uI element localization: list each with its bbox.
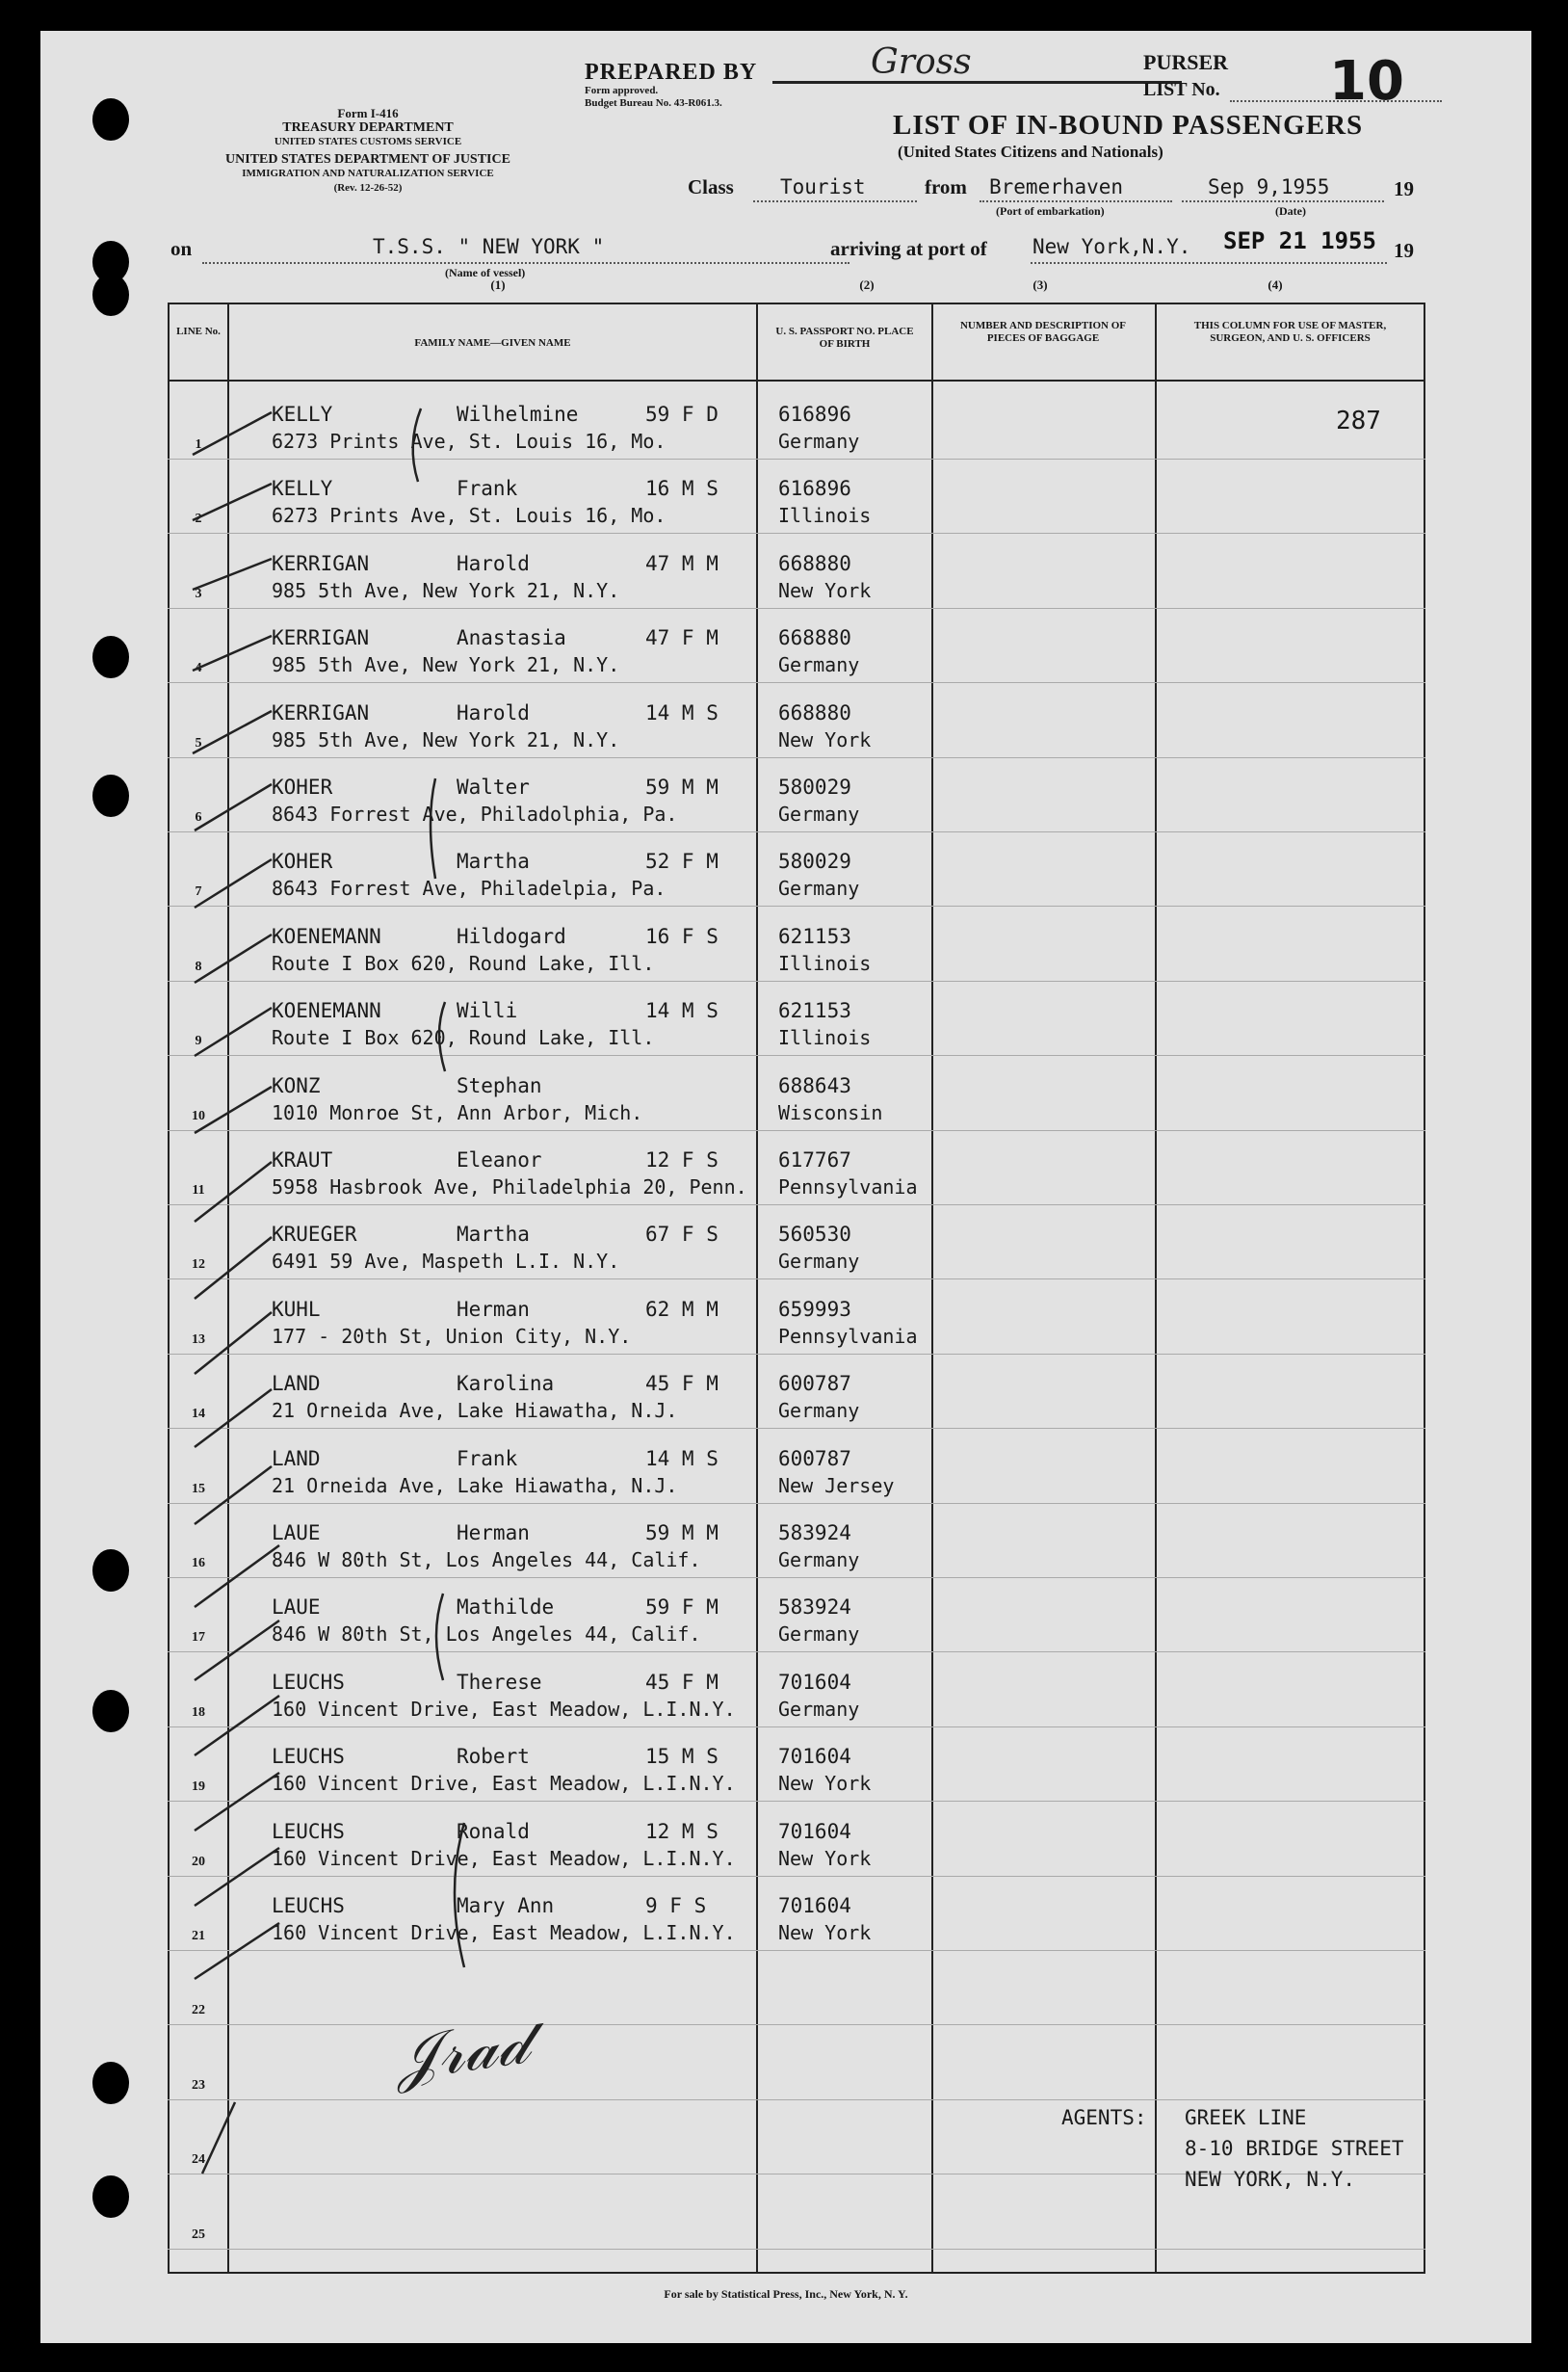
family-name: LAUE <box>272 1595 321 1620</box>
family-name: KUHL <box>272 1297 321 1321</box>
form-number: Form I-416 <box>337 106 399 120</box>
family-name: LEUCHS <box>272 1670 345 1694</box>
page-title: LIST OF IN-BOUND PASSENGERS <box>893 110 1364 141</box>
line-number: 20 <box>192 1854 205 1869</box>
given-name: Ronald <box>457 1819 530 1843</box>
passport-number: 621153 <box>778 924 851 948</box>
age-sex-status: 47 F M <box>645 626 719 650</box>
place-of-birth: Illinois <box>778 1026 872 1050</box>
age-sex-status: 9 F S <box>645 1894 707 1917</box>
passport-number: 600787 <box>778 1372 851 1396</box>
passport-number: 621153 <box>778 999 851 1023</box>
line-number: 22 <box>192 2003 205 2018</box>
age-sex-status: 16 M S <box>645 477 719 501</box>
given-name: Anastasia <box>457 626 566 650</box>
embark-port: Bremerhaven <box>989 175 1124 198</box>
home-address: 5958 Hasbrook Ave, Philadelphia 20, Penn. <box>272 1175 747 1199</box>
on-label: on <box>170 237 193 260</box>
age-sex-status: 47 M M <box>645 551 719 575</box>
home-address: Route I Box 620, Round Lake, Ill. <box>272 951 655 975</box>
age-sex-status: 15 M S <box>645 1745 719 1769</box>
col-head-line-no: LINE No. <box>176 326 221 337</box>
given-name: Martha <box>457 1223 530 1247</box>
place-of-birth: Germany <box>778 1250 860 1274</box>
age-sex-status: 16 F S <box>645 924 719 948</box>
family-name: KRAUT <box>272 1148 333 1172</box>
col-num-2: (2) <box>859 277 875 292</box>
home-address: 160 Vincent Drive, East Meadow, L.I.N.Y. <box>272 1846 736 1870</box>
age-sex-status: 14 M S <box>645 700 719 725</box>
passport-number: 583924 <box>778 1595 851 1620</box>
col-head-officers: THIS COLUMN FOR USE OF MASTER, SURGEON, AND U. S. OFFICERS <box>1193 320 1387 344</box>
year-prefix: 19 <box>1394 177 1414 200</box>
form-approved: Form approved. <box>585 85 659 96</box>
vessel-caption: (Name of vessel) <box>445 266 526 279</box>
vessel-name: T.S.S. " NEW YORK " <box>373 235 605 258</box>
col-num-4: (4) <box>1267 277 1283 292</box>
line-number: 10 <box>192 1108 205 1123</box>
home-address: 985 5th Ave, New York 21, N.Y. <box>272 578 620 602</box>
prepared-by-label: PREPARED BY <box>585 60 758 85</box>
purser-label: PURSER <box>1143 50 1229 74</box>
given-name: Wilhelmine <box>457 403 579 426</box>
home-address: 21 Orneida Ave, Lake Hiawatha, N.J. <box>272 1473 678 1497</box>
agents-label: AGENTS: <box>1061 2106 1147 2129</box>
class-value: Tourist <box>780 175 866 198</box>
treasury-dept: TREASURY DEPARTMENT <box>282 120 454 135</box>
list-number: 10 <box>1329 50 1404 113</box>
officer-annotation: 287 <box>1336 407 1381 435</box>
place-of-birth: Illinois <box>778 951 872 975</box>
place-of-birth: Germany <box>778 1399 860 1423</box>
place-of-birth: New York <box>778 1921 872 1944</box>
family-name: KOENEMANN <box>272 924 381 948</box>
place-of-birth: Pennsylvania <box>778 1324 918 1348</box>
line-number: 7 <box>195 884 202 900</box>
age-sex-status: 59 F M <box>645 1595 719 1620</box>
passport-number: 668880 <box>778 700 851 725</box>
agents-line-2: 8-10 BRIDGE STREET <box>1185 2137 1404 2160</box>
line-number: 6 <box>195 810 202 825</box>
place-of-birth: New York <box>778 578 872 602</box>
family-name: LEUCHS <box>272 1894 345 1917</box>
line-number: 18 <box>192 1704 205 1720</box>
passport-number: 600787 <box>778 1446 851 1470</box>
budget-bureau: Budget Bureau No. 43-R061.3. <box>585 97 722 109</box>
master-signature: 𝒥𝓇𝒶𝒹 <box>390 2006 533 2096</box>
family-name: KERRIGAN <box>272 551 370 575</box>
given-name: Mary Ann <box>457 1894 555 1917</box>
ins-service: IMMIGRATION AND NATURALIZATION SERVICE <box>242 168 494 179</box>
family-name: LAND <box>272 1446 321 1470</box>
home-address: 8643 Forrest Ave, Philadolphia, Pa. <box>272 803 678 826</box>
given-name: Walter <box>457 776 530 799</box>
home-address: 21 Orneida Ave, Lake Hiawatha, N.J. <box>272 1399 678 1423</box>
home-address: 1010 Monroe St, Ann Arbor, Mich. <box>272 1100 643 1124</box>
home-address: 6273 Prints Ave, St. Louis 16, Mo. <box>272 430 666 453</box>
family-name: KELLY <box>272 477 333 501</box>
age-sex-status: 52 F M <box>645 850 719 874</box>
place-of-birth: Illinois <box>778 504 872 528</box>
given-name: Robert <box>457 1745 530 1769</box>
passport-number: 688643 <box>778 1073 851 1097</box>
given-name: Harold <box>457 551 530 575</box>
line-number: 8 <box>195 959 202 974</box>
line-number: 5 <box>195 735 202 751</box>
year-prefix: 19 <box>1394 239 1414 262</box>
age-sex-status: 12 F S <box>645 1148 719 1172</box>
given-name: Herman <box>457 1521 530 1544</box>
family-name: LAND <box>272 1372 321 1396</box>
home-address: 985 5th Ave, New York 21, N.Y. <box>272 653 620 677</box>
agents-line-3: NEW YORK, N.Y. <box>1185 2168 1356 2191</box>
handwritten-marks <box>40 31 1531 2343</box>
col-num-3: (3) <box>1032 277 1048 292</box>
home-address: 160 Vincent Drive, East Meadow, L.I.N.Y. <box>272 1921 736 1944</box>
given-name: Willi <box>457 999 518 1023</box>
passport-number: 580029 <box>778 776 851 799</box>
passport-number: 616896 <box>778 477 851 501</box>
passport-number: 560530 <box>778 1223 851 1247</box>
place-of-birth: Wisconsin <box>778 1100 883 1124</box>
age-sex-status: 59 M M <box>645 1521 719 1544</box>
place-of-birth: Germany <box>778 653 860 677</box>
family-brackets <box>413 409 464 1967</box>
given-name: Martha <box>457 850 530 874</box>
family-name: LAUE <box>272 1521 321 1544</box>
col-head-baggage: NUMBER AND DESCRIPTION OF PIECES OF BAGGAGE <box>959 320 1127 344</box>
place-of-birth: Germany <box>778 877 860 901</box>
line-number: 16 <box>192 1556 205 1570</box>
family-name: LEUCHS <box>272 1745 345 1769</box>
line-number: 17 <box>192 1630 205 1646</box>
date-caption: (Date) <box>1275 204 1306 218</box>
home-address: 846 W 80th St, Los Angeles 44, Calif. <box>272 1548 701 1571</box>
family-name: KOENEMANN <box>272 999 381 1023</box>
arrival-port: New York,N.Y. <box>1032 235 1191 258</box>
check-marks <box>193 412 279 2174</box>
family-name: KOHER <box>272 850 333 874</box>
age-sex-status: 67 F S <box>645 1223 719 1247</box>
given-name: Therese <box>457 1670 542 1694</box>
given-name: Harold <box>457 700 530 725</box>
home-address: Route I Box 620, Round Lake, Ill. <box>272 1026 655 1050</box>
place-of-birth: New York <box>778 727 872 751</box>
given-name: Karolina <box>457 1372 555 1396</box>
footer-printer: For sale by Statistical Press, Inc., New York, N. Y. <box>664 2287 908 2301</box>
col-head-passport: U. S. PASSPORT NO. PLACE OF BIRTH <box>775 326 914 350</box>
home-address: 6491 59 Ave, Maspeth L.I. N.Y. <box>272 1250 620 1274</box>
line-number: 14 <box>192 1407 205 1422</box>
home-address: 846 W 80th St, Los Angeles 44, Calif. <box>272 1622 701 1647</box>
manifest-page <box>40 31 1531 2343</box>
prepared-by-signature: Gross <box>871 42 972 82</box>
justice-dept: UNITED STATES DEPARTMENT OF JUSTICE <box>225 152 510 167</box>
home-address: 8643 Forrest Ave, Philadelpia, Pa. <box>272 877 666 901</box>
passport-number: 701604 <box>778 1819 851 1843</box>
line-number: 9 <box>195 1034 202 1049</box>
passport-number: 668880 <box>778 626 851 650</box>
line-number: 3 <box>195 586 202 601</box>
family-name: KRUEGER <box>272 1223 357 1247</box>
given-name: Eleanor <box>457 1148 542 1172</box>
line-number: 25 <box>192 2227 205 2242</box>
class-label: Class <box>688 175 734 198</box>
home-address: 160 Vincent Drive, East Meadow, L.I.N.Y. <box>272 1697 736 1721</box>
line-number: 11 <box>192 1183 205 1198</box>
col-head-name: FAMILY NAME—GIVEN NAME <box>414 337 571 349</box>
passport-number: 580029 <box>778 850 851 874</box>
page-subtitle: (United States Citizens and Nationals) <box>898 143 1163 161</box>
passport-number: 616896 <box>778 403 851 426</box>
list-no-label: LIST No. <box>1143 79 1220 100</box>
place-of-birth: New York <box>778 1846 872 1870</box>
family-name: KOHER <box>272 776 333 799</box>
given-name: Frank <box>457 1446 518 1470</box>
line-number: 21 <box>192 1929 205 1943</box>
given-name: Herman <box>457 1297 530 1321</box>
place-of-birth: Germany <box>778 1697 860 1721</box>
customs-service: UNITED STATES CUSTOMS SERVICE <box>274 136 462 147</box>
age-sex-status: 59 F D <box>645 403 719 426</box>
given-name: Hildogard <box>457 924 566 948</box>
line-number: 15 <box>192 1481 205 1496</box>
passport-number: 583924 <box>778 1521 851 1544</box>
passport-number: 668880 <box>778 551 851 575</box>
family-name: KERRIGAN <box>272 700 370 725</box>
home-address: 985 5th Ave, New York 21, N.Y. <box>272 727 620 751</box>
age-sex-status: 45 F M <box>645 1372 719 1396</box>
age-sex-status: 14 M S <box>645 1446 719 1470</box>
home-address: 177 - 20th St, Union City, N.Y. <box>272 1324 632 1348</box>
place-of-birth: New Jersey <box>778 1473 895 1497</box>
family-name: KELLY <box>272 403 333 426</box>
age-sex-status: 45 F M <box>645 1670 719 1694</box>
passport-number: 701604 <box>778 1670 851 1694</box>
passport-number: 701604 <box>778 1745 851 1769</box>
family-name: LEUCHS <box>272 1819 345 1843</box>
place-of-birth: Germany <box>778 803 860 826</box>
col-num-1: (1) <box>490 277 506 292</box>
revision: (Rev. 12-26-52) <box>333 182 403 194</box>
arrival-date-stamp: SEP 21 1955 <box>1223 227 1376 254</box>
depart-date: Sep 9,1955 <box>1208 175 1330 198</box>
line-number: 2 <box>195 512 202 527</box>
line-number: 4 <box>195 661 202 676</box>
passport-number: 701604 <box>778 1894 851 1917</box>
line-number: 23 <box>192 2077 205 2093</box>
embark-caption: (Port of embarkation) <box>996 204 1105 218</box>
agents-line-1: GREEK LINE <box>1185 2106 1307 2129</box>
place-of-birth: Germany <box>778 1548 860 1571</box>
age-sex-status: 62 M M <box>645 1297 719 1321</box>
line-number: 19 <box>192 1779 205 1795</box>
family-name: KERRIGAN <box>272 626 370 650</box>
passport-number: 659993 <box>778 1297 851 1321</box>
given-name: Mathilde <box>457 1595 555 1620</box>
family-name: KONZ <box>272 1073 321 1097</box>
from-label: from <box>925 175 967 198</box>
place-of-birth: Pennsylvania <box>778 1175 918 1199</box>
age-sex-status: 14 M S <box>645 999 719 1023</box>
home-address: 6273 Prints Ave, St. Louis 16, Mo. <box>272 504 666 528</box>
line-number: 12 <box>192 1257 205 1273</box>
passport-number: 617767 <box>778 1148 851 1172</box>
age-sex-status: 12 M S <box>645 1819 719 1843</box>
line-number: 1 <box>195 437 202 452</box>
place-of-birth: New York <box>778 1772 872 1796</box>
place-of-birth: Germany <box>778 430 860 453</box>
line-number: 24 <box>192 2152 205 2168</box>
home-address: 160 Vincent Drive, East Meadow, L.I.N.Y. <box>272 1772 736 1796</box>
given-name: Stephan <box>457 1073 542 1097</box>
given-name: Frank <box>457 477 518 501</box>
age-sex-status: 59 M M <box>645 776 719 799</box>
arriving-label: arriving at port of <box>830 237 987 260</box>
place-of-birth: Germany <box>778 1622 860 1647</box>
line-number: 13 <box>192 1331 205 1347</box>
